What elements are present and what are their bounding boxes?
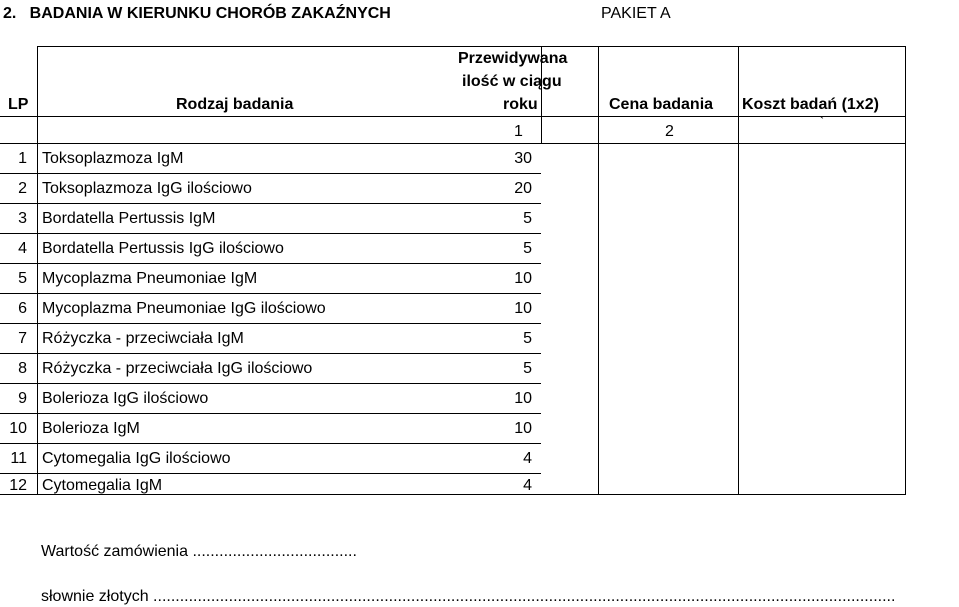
row-qty: 10 xyxy=(514,300,532,317)
row-lp: 8 xyxy=(18,360,27,377)
row-lp: 6 xyxy=(18,300,27,317)
row-qty: 5 xyxy=(523,240,532,257)
row-qty: 4 xyxy=(523,477,532,494)
row-name: Bordatella Pertussis IgG ilościowo xyxy=(42,240,284,257)
header-qty-line1: Przewidywana xyxy=(458,50,568,67)
row-lp: 5 xyxy=(18,270,27,287)
row-qty: 10 xyxy=(514,420,532,437)
amount-in-words-line: słownie złotych ....................................................................................................................................................................... xyxy=(41,588,896,605)
row-name: Mycoplazma Pneumoniae IgG ilościowo xyxy=(42,300,326,317)
header-cost: Koszt badań (1x2) xyxy=(742,96,879,113)
row-lp: 4 xyxy=(18,240,27,257)
row-lp: 9 xyxy=(18,390,27,407)
row-lp: 1 xyxy=(18,150,27,167)
row-name: Bordatella Pertussis IgM xyxy=(42,210,216,227)
row-name: Różyczka - przeciwciała IgG ilościowo xyxy=(42,360,313,377)
row-qty: 5 xyxy=(523,330,532,347)
row-qty: 5 xyxy=(523,360,532,377)
index-price: 2 xyxy=(665,123,674,140)
index-cost: ` xyxy=(819,115,825,132)
row-lp: 2 xyxy=(18,180,27,197)
index-qty: 1 xyxy=(514,123,523,140)
row-name: Cytomegalia IgG ilościowo xyxy=(42,450,231,467)
row-name: Różyczka - przeciwciała IgM xyxy=(42,330,244,347)
row-name: Cytomegalia IgM xyxy=(42,477,163,494)
section-title: 2. BADANIA W KIERUNKU CHORÓB ZAKAŹNYCH xyxy=(3,5,391,22)
header-name: Rodzaj badania xyxy=(176,96,294,113)
row-qty: 10 xyxy=(514,270,532,287)
header-price: Cena badania xyxy=(609,96,714,113)
row-name: Bolerioza IgG ilościowo xyxy=(42,390,209,407)
row-lp: 10 xyxy=(9,420,27,437)
row-name: Toksoplazmoza IgM xyxy=(42,150,184,167)
row-lp: 11 xyxy=(10,450,27,467)
row-qty: 4 xyxy=(523,450,532,467)
row-qty: 10 xyxy=(514,390,532,407)
header-qty-line2: ilość w ciągu xyxy=(462,73,562,90)
row-name: Bolerioza IgM xyxy=(42,420,140,437)
row-lp: 3 xyxy=(18,210,27,227)
order-value-line: Wartość zamówienia ..................................... xyxy=(41,543,357,560)
row-lp: 7 xyxy=(18,330,27,347)
row-lp: 12 xyxy=(9,477,27,494)
row-qty: 5 xyxy=(523,210,532,227)
header-qty-line3: roku xyxy=(503,96,538,113)
row-qty: 30 xyxy=(514,150,532,167)
header-lp: LP xyxy=(8,96,29,113)
package-label: PAKIET A xyxy=(601,5,671,22)
row-name: Toksoplazmoza IgG ilościowo xyxy=(42,180,252,197)
row-qty: 20 xyxy=(514,180,532,197)
row-name: Mycoplazma Pneumoniae IgM xyxy=(42,270,258,287)
